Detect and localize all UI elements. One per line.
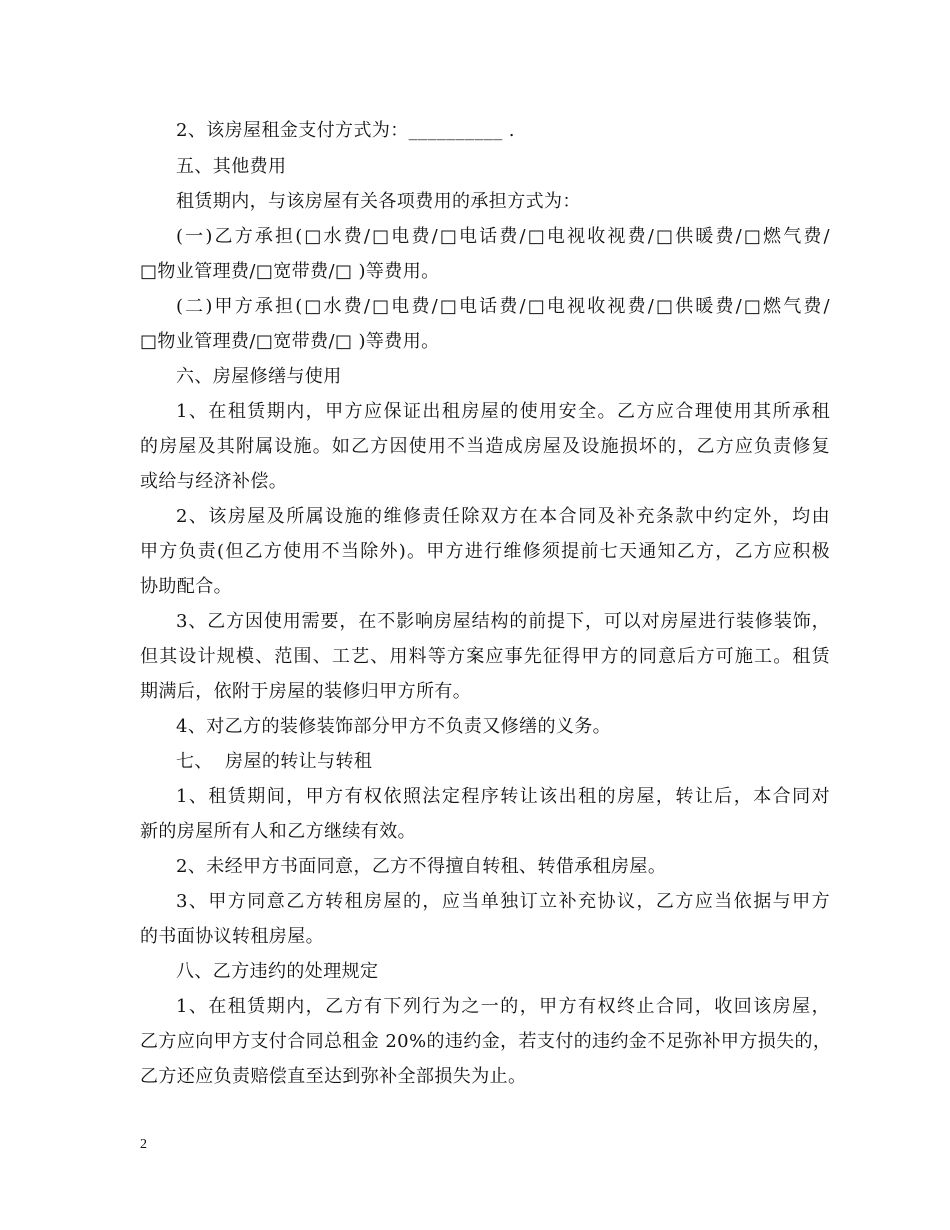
paragraph-line: 4、对乙方的装修装饰部分甲方不负责又修缮的义务。	[176, 716, 612, 737]
section-heading-6: 六、房屋修缮与使用	[176, 366, 342, 387]
clause-5-2-payment-method: 2、该房屋租金支付方式为：__________ .	[176, 120, 515, 141]
section-heading-8: 八、乙方违约的处理规定	[176, 961, 379, 982]
paragraph-line: □物业管理费/□宽带费/□ )等费用。	[140, 331, 440, 352]
paragraph-line: (二)甲方承担(□水费/□电费/□电话费/□电视收视费/□供暖费/□燃气费/	[176, 296, 830, 317]
paragraph-line: □物业管理费/□宽带费/□ )等费用。	[140, 261, 440, 282]
paragraph-line: 2、该房屋及所属设施的维修责任除双方在本合同及补充条款中约定外，均由	[176, 506, 830, 527]
paragraph-line: 乙方还应负责赔偿直至达到弥补全部损失为止。	[140, 1066, 527, 1087]
paragraph-line: 1、在租赁期内，乙方有下列行为之一的，甲方有权终止合同，收回该房屋，	[176, 996, 830, 1017]
paragraph-line: 期满后，依附于房屋的装修归甲方所有。	[140, 681, 472, 702]
paragraph-line: 租赁期内，与该房屋有关各项费用的承担方式为：	[176, 191, 581, 212]
paragraph-line: 乙方应向甲方支付合同总租金 20%的违约金，若支付的违约金不足弥补甲方损失的，	[140, 1031, 832, 1052]
paragraph-line: 协助配合。	[140, 576, 232, 597]
paragraph-line: 3、乙方因使用需要，在不影响房屋结构的前提下，可以对房屋进行装修装饰，	[176, 611, 830, 632]
paragraph-line: 1、在租赁期内，甲方应保证出租房屋的使用安全。乙方应合理使用其所承租	[176, 401, 830, 422]
section-heading-5: 五、其他费用	[176, 156, 287, 177]
paragraph-line: 新的房屋所有人和乙方继续有效。	[140, 821, 416, 842]
paragraph-line: 1、租赁期间，甲方有权依照法定程序转让该出租的房屋，转让后，本合同对	[176, 786, 830, 807]
section-heading-7: 七、 房屋的转让与转租	[176, 751, 373, 772]
page-number: 2	[140, 1137, 147, 1152]
paragraph-line: 但其设计规模、范围、工艺、用料等方案应事先征得甲方的同意后方可施工。租赁	[140, 646, 830, 667]
paragraph-line: 的房屋及其附属设施。如乙方因使用不当造成房屋及设施损坏的，乙方应负责修复	[140, 436, 830, 457]
paragraph-line: 甲方负责(但乙方使用不当除外)。甲方进行维修须提前七天通知乙方，乙方应积极	[140, 541, 830, 562]
paragraph-line: 的书面协议转租房屋。	[140, 926, 324, 947]
paragraph-line: 3、甲方同意乙方转租房屋的，应当单独订立补充协议，乙方应当依据与甲方	[176, 891, 830, 912]
paragraph-line: 2、未经甲方书面同意，乙方不得擅自转租、转借承租房屋。	[176, 856, 667, 877]
paragraph-line: 或给与经济补偿。	[140, 471, 288, 492]
paragraph-line: (一)乙方承担(□水费/□电费/□电话费/□电视收视费/□供暖费/□燃气费/	[176, 226, 830, 247]
